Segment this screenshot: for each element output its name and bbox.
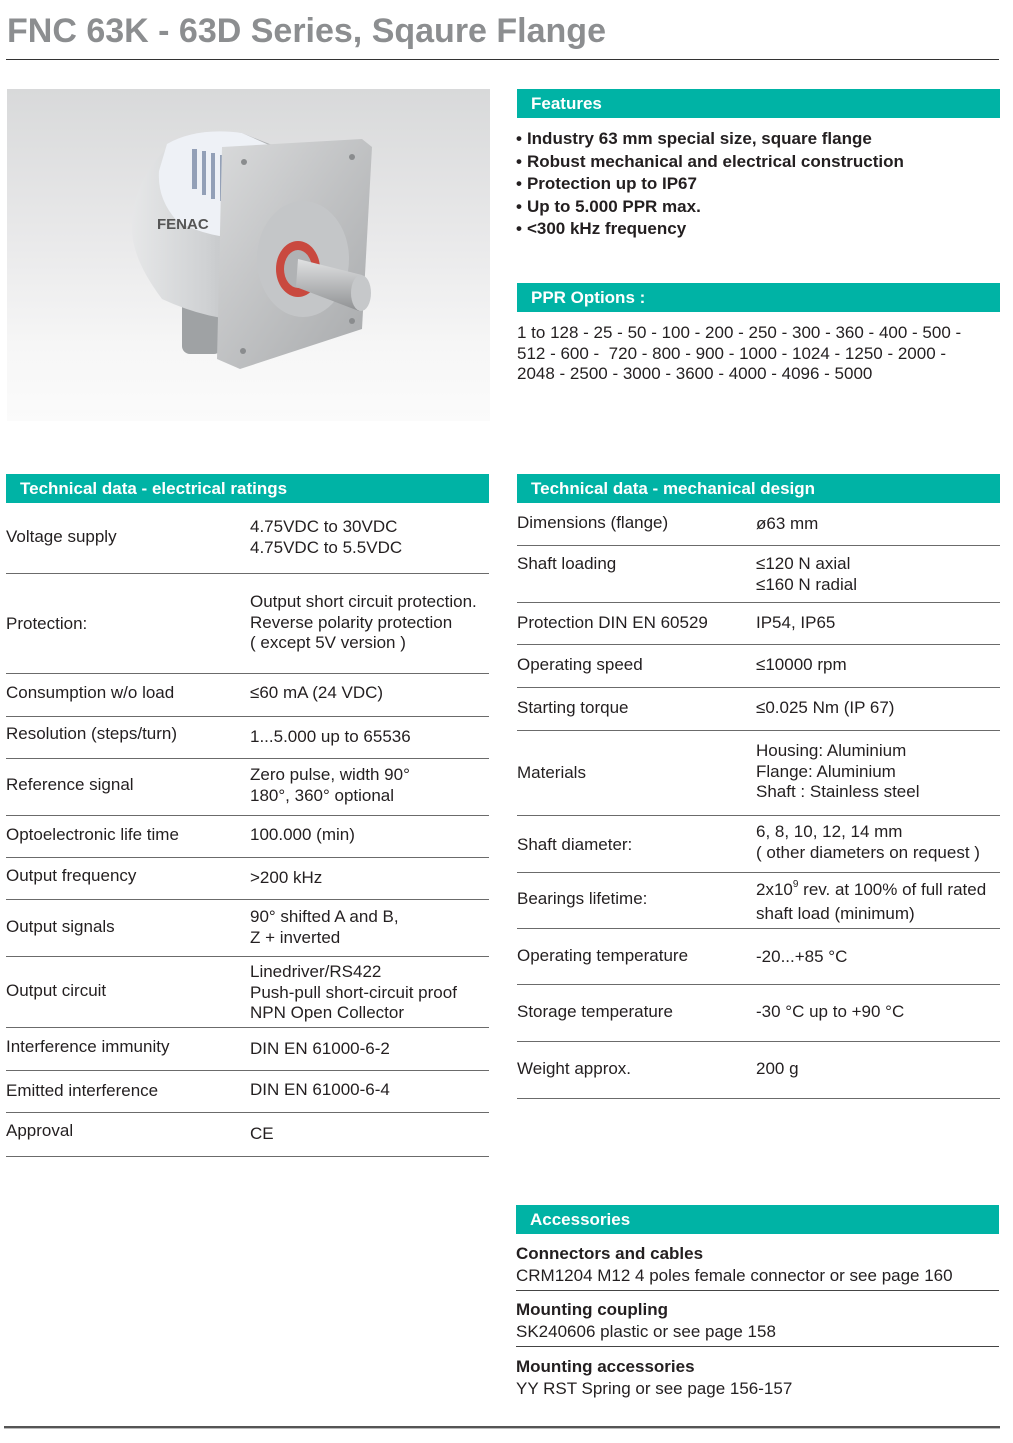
row-label: Starting torque xyxy=(517,698,629,717)
features-heading: Features xyxy=(517,89,1000,118)
row-value: >200 kHz xyxy=(250,868,323,887)
ppr-line: 2048 - 2500 - 3000 - 3600 - 4000 - 4096 - 5000 xyxy=(517,364,873,383)
accessories-heading: Accessories xyxy=(516,1205,999,1234)
row-label: Reference signal xyxy=(6,775,134,794)
table-row xyxy=(6,717,489,759)
table-row xyxy=(6,816,489,858)
row-value: 1...5.000 up to 65536 xyxy=(250,727,411,746)
divider xyxy=(516,1346,999,1347)
row-label: Storage temperature xyxy=(517,1002,673,1021)
row-label: Shaft loading xyxy=(517,554,617,573)
feature-item: • Robust mechanical and electrical construction xyxy=(516,151,1000,174)
table-row xyxy=(6,674,489,717)
row-value: 6, 8, 10, 12, 14 mm ( other diameters on request ) xyxy=(756,822,980,862)
accessory-item xyxy=(516,1356,1000,1400)
table-row xyxy=(6,503,489,574)
row-value: 90° shifted A and B, Z + inverted xyxy=(250,907,399,947)
row-label: Output signals xyxy=(6,917,115,936)
row-value: ≤120 N axial ≤160 N radial xyxy=(756,554,857,594)
row-label: Shaft diameter: xyxy=(517,835,633,854)
mechanical-design-heading: Technical data - mechanical design xyxy=(517,474,1000,503)
row-label: Materials xyxy=(517,763,586,782)
row-value: DIN EN 61000-6-4 xyxy=(250,1080,390,1099)
ppr-line: 1 to 128 - 25 - 50 - 100 - 200 - 250 - 300 - 360 - 400 - 500 - xyxy=(517,323,962,342)
row-label: Operating temperature xyxy=(517,946,689,965)
accessory-detail: SK240606 plastic or see page 158 xyxy=(516,1322,776,1341)
row-value: 100.000 (min) xyxy=(250,825,355,844)
features-list xyxy=(516,128,1000,241)
accessory-detail: CRM1204 M12 4 poles female connector or see page 160 xyxy=(516,1266,953,1285)
row-label: Weight approx. xyxy=(517,1059,632,1078)
row-label: Protection DIN EN 60529 xyxy=(517,613,708,632)
row-label: Operating speed xyxy=(517,655,643,674)
row-value: $2x10^9$ rev. at 100% of full rated shaft load (minimum) xyxy=(756,879,987,923)
product-photo xyxy=(7,89,490,421)
table-row xyxy=(517,503,1000,546)
table-row xyxy=(517,1042,1000,1099)
feature-item: • Protection up to IP67 xyxy=(516,173,1000,196)
row-label: Emitted interference xyxy=(6,1081,159,1100)
accessory-item xyxy=(516,1299,1000,1343)
row-value: IP54, IP65 xyxy=(756,613,836,632)
row-label: Consumption w/o load xyxy=(6,683,175,702)
electrical-ratings-heading: Technical data - electrical ratings xyxy=(6,474,489,503)
table-row xyxy=(517,688,1000,731)
ppr-line: 512 - 600 - 720 - 800 - 900 - 1000 - 1024 - 1250 - 2000 - xyxy=(517,343,947,363)
table-row xyxy=(517,731,1000,816)
accessory-item xyxy=(516,1243,1000,1287)
title-divider xyxy=(6,59,999,60)
table-row xyxy=(6,1071,489,1113)
row-label: Approval xyxy=(6,1121,74,1140)
table-row xyxy=(517,985,1000,1042)
ppr-options-heading: PPR Options : xyxy=(517,283,1000,312)
row-value: ≤0.025 Nm (IP 67) xyxy=(756,698,895,717)
row-value: -30 °C up to +90 °C xyxy=(756,1002,905,1021)
accessory-title: Mounting accessories xyxy=(516,1357,695,1376)
table-row xyxy=(517,546,1000,603)
row-value: ≤10000 rpm xyxy=(756,655,847,674)
table-row xyxy=(517,816,1000,873)
table-row xyxy=(6,858,489,900)
row-value: Housing: Aluminium Flange: Aluminium Shaft : Stainless steel xyxy=(756,741,920,801)
row-value: Zero pulse, width 90° 180°, 360° optional xyxy=(250,765,410,805)
accessory-title: Mounting coupling xyxy=(516,1300,669,1319)
accessory-detail: YY RST Spring or see page 156-157 xyxy=(516,1379,793,1398)
row-value: ø63 mm xyxy=(756,514,819,533)
feature-item: • <300 kHz frequency xyxy=(516,218,1000,241)
row-label: Optoelectronic life time xyxy=(6,825,179,844)
table-row xyxy=(6,1028,489,1071)
encoder-illustration xyxy=(7,89,490,421)
row-label: Output frequency xyxy=(6,866,137,885)
footer-divider xyxy=(4,1426,1000,1429)
divider xyxy=(516,1290,999,1291)
table-row xyxy=(6,1113,489,1157)
row-value: DIN EN 61000-6-2 xyxy=(250,1039,390,1058)
brand-label: FENAC xyxy=(157,216,209,233)
table-row xyxy=(517,929,1000,985)
row-value: Linedriver/RS422 Push-pull short-circuit proof NPN Open Collector xyxy=(250,962,457,1022)
ppr-options-list xyxy=(517,323,1001,385)
mechanical-design-table xyxy=(517,503,1000,1100)
row-value: 4.75VDC to 30VDC 4.75VDC to 5.5VDC xyxy=(250,517,403,557)
table-row xyxy=(6,574,489,674)
row-value: Output short circuit protection. Reverse polarity protection ( except 5V version ) xyxy=(250,592,477,652)
row-value: -20...+85 °C xyxy=(756,947,848,966)
table-row xyxy=(6,900,489,957)
row-label: Voltage supply xyxy=(6,527,117,546)
row-value: 200 g xyxy=(756,1059,799,1078)
feature-item: • Industry 63 mm special size, square flange xyxy=(516,128,1000,151)
page-title: FNC 63K - 63D Series, Sqaure Flange xyxy=(7,12,606,50)
row-label: Dimensions (flange) xyxy=(517,513,669,532)
table-row xyxy=(6,759,489,816)
accessory-title: Connectors and cables xyxy=(516,1244,704,1263)
row-label: Resolution (steps/turn) xyxy=(6,724,178,743)
row-value: ≤60 mA (24 VDC) xyxy=(250,683,384,702)
table-row xyxy=(517,603,1000,645)
row-label: Interference immunity xyxy=(6,1037,170,1056)
row-label: Output circuit xyxy=(6,981,107,1000)
row-value: CE xyxy=(250,1124,274,1143)
exponent: 9 xyxy=(792,879,799,890)
row-label: Bearings lifetime: xyxy=(517,889,648,908)
table-row xyxy=(517,645,1000,688)
feature-item: • Up to 5.000 PPR max. xyxy=(516,196,1000,219)
table-row xyxy=(6,957,489,1028)
table-row xyxy=(517,873,1000,929)
row-label: Protection: xyxy=(6,614,88,633)
electrical-ratings-table xyxy=(6,503,489,1158)
